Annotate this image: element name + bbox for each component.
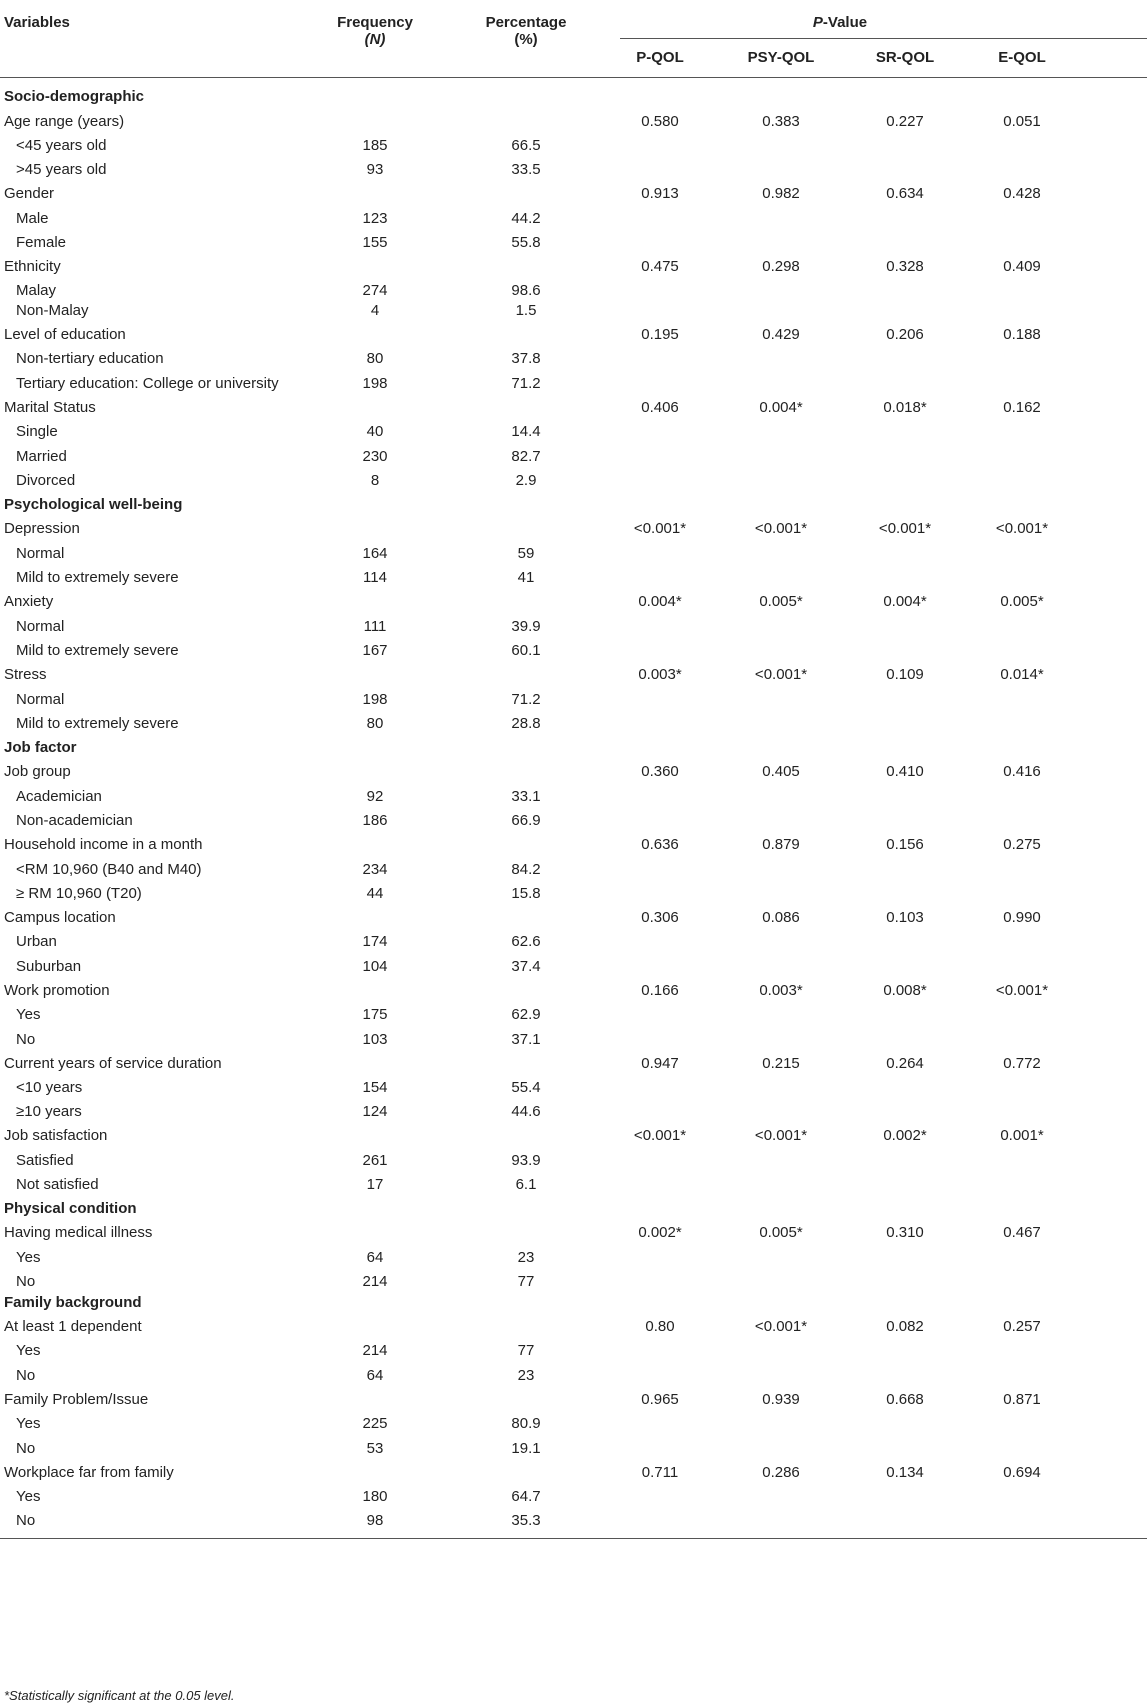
pvalue-psyqol: 0.005* <box>759 593 803 610</box>
variable-label: Normal <box>16 691 65 708</box>
frequency-value: 64 <box>366 1367 384 1384</box>
pvalue-srqol: <0.001* <box>878 520 932 537</box>
percentage-value: 62.6 <box>511 933 541 950</box>
header-pvalue-p: P <box>812 14 823 31</box>
header-srqol: SR-QOL <box>875 49 935 66</box>
pvalue-psyqol: 0.004* <box>759 399 803 416</box>
frequency-value: 186 <box>362 812 388 829</box>
variable-label: Marital Status <box>4 399 96 416</box>
pvalue-srqol: 0.156 <box>886 836 924 853</box>
header-pvalue <box>813 14 867 31</box>
percentage-value: 2.9 <box>515 472 537 489</box>
percentage-value: 44.2 <box>511 210 541 227</box>
section-label: Family background <box>4 1294 142 1311</box>
variable-label: Having medical illness <box>4 1224 153 1241</box>
variable-label: Mild to extremely severe <box>16 569 179 586</box>
percentage-value: 66.5 <box>511 137 541 154</box>
pvalue-pqol: 0.947 <box>641 1055 679 1072</box>
footnote: *Statistically significant at the 0.05 level. <box>4 1688 235 1703</box>
bottom-rule <box>0 1538 1147 1539</box>
percentage-value: 44.6 <box>511 1103 541 1120</box>
pvalue-psyqol: <0.001* <box>754 1318 808 1335</box>
variable-label: <RM 10,960 (B40 and M40) <box>16 861 202 878</box>
frequency-value: 93 <box>366 161 384 178</box>
percentage-value: 33.5 <box>511 161 541 178</box>
header-psyqol: PSY-QOL <box>747 49 815 66</box>
frequency-value: 274 <box>362 282 388 299</box>
section-label: Physical condition <box>4 1200 137 1217</box>
percentage-value: 35.3 <box>511 1512 541 1529</box>
variable-label: Mild to extremely severe <box>16 715 179 732</box>
variable-label: Satisfied <box>16 1152 74 1169</box>
variable-label: Not satisfied <box>16 1176 99 1193</box>
pvalue-pqol: 0.475 <box>641 258 679 275</box>
pvalue-psyqol: 0.879 <box>762 836 800 853</box>
variable-label: Urban <box>16 933 57 950</box>
variable-label: Campus location <box>4 909 116 926</box>
pvalue-eqol: 0.694 <box>1003 1464 1041 1481</box>
pvalue-pqol: 0.195 <box>641 326 679 343</box>
variable-label: Yes <box>16 1488 41 1505</box>
pvalue-srqol: 0.018* <box>883 399 927 416</box>
pvalue-srqol: 0.082 <box>886 1318 924 1335</box>
variable-label: Yes <box>16 1249 41 1266</box>
percentage-value: 28.8 <box>511 715 541 732</box>
header-frequency-unit: (N) <box>364 31 386 48</box>
frequency-value: 198 <box>362 375 388 392</box>
variable-label: Current years of service duration <box>4 1055 222 1072</box>
percentage-value: 71.2 <box>511 691 541 708</box>
pvalue-eqol: 0.772 <box>1003 1055 1041 1072</box>
pvalue-srqol: 0.008* <box>883 982 927 999</box>
header-eqol: E-QOL <box>998 49 1046 66</box>
pvalue-pqol: 0.360 <box>641 763 679 780</box>
frequency-value: 164 <box>362 545 388 562</box>
variable-label: Single <box>16 423 58 440</box>
pvalue-srqol: 0.310 <box>886 1224 924 1241</box>
pvalue-eqol: 0.416 <box>1003 763 1041 780</box>
pvalue-eqol: 0.275 <box>1003 836 1041 853</box>
frequency-value: 230 <box>362 448 388 465</box>
frequency-value: 4 <box>370 302 380 319</box>
variable-label: <10 years <box>16 1079 83 1096</box>
variable-label: Household income in a month <box>4 836 203 853</box>
header-percentage <box>486 14 567 48</box>
pvalue-psyqol: 0.298 <box>762 258 800 275</box>
percentage-value: 66.9 <box>511 812 541 829</box>
frequency-value: 8 <box>370 472 380 489</box>
percentage-value: 41 <box>517 569 535 586</box>
variable-label: Ethnicity <box>4 258 61 275</box>
variable-label: Yes <box>16 1415 41 1432</box>
variable-label: Job group <box>4 763 71 780</box>
frequency-value: 167 <box>362 642 388 659</box>
variable-label: Divorced <box>16 472 76 489</box>
variable-label: Stress <box>4 666 47 683</box>
variable-label: Age range (years) <box>4 113 125 130</box>
variable-label: Normal <box>16 545 65 562</box>
variable-label: No <box>16 1512 36 1529</box>
pvalue-pqol: <0.001* <box>633 520 687 537</box>
percentage-value: 37.8 <box>511 350 541 367</box>
percentage-value: 60.1 <box>511 642 541 659</box>
pvalue-pqol: 0.003* <box>638 666 682 683</box>
percentage-value: 23 <box>517 1367 535 1384</box>
pvalue-eqol: 0.990 <box>1003 909 1041 926</box>
variable-label: Anxiety <box>4 593 54 610</box>
percentage-value: 62.9 <box>511 1006 541 1023</box>
pvalue-pqol: 0.636 <box>641 836 679 853</box>
pvalue-pqol: 0.002* <box>638 1224 682 1241</box>
frequency-value: 40 <box>366 423 384 440</box>
variable-label: Suburban <box>16 958 82 975</box>
pvalue-srqol: 0.328 <box>886 258 924 275</box>
variable-label: Yes <box>16 1006 41 1023</box>
percentage-value: 23 <box>517 1249 535 1266</box>
pvalue-srqol: 0.103 <box>886 909 924 926</box>
variable-label: Family Problem/Issue <box>4 1391 149 1408</box>
pvalue-psyqol: 0.215 <box>762 1055 800 1072</box>
variable-label: Normal <box>16 618 65 635</box>
frequency-value: 103 <box>362 1031 388 1048</box>
pvalue-eqol: 0.005* <box>1000 593 1044 610</box>
variable-label: No <box>16 1031 36 1048</box>
frequency-value: 123 <box>362 210 388 227</box>
variable-label: At least 1 dependent <box>4 1318 142 1335</box>
percentage-value: 37.4 <box>511 958 541 975</box>
pvalue-pqol: 0.965 <box>641 1391 679 1408</box>
frequency-value: 124 <box>362 1103 388 1120</box>
frequency-value: 64 <box>366 1249 384 1266</box>
frequency-value: 154 <box>362 1079 388 1096</box>
pvalue-srqol: 0.668 <box>886 1391 924 1408</box>
header-variables: Variables <box>4 14 70 31</box>
percentage-value: 6.1 <box>515 1176 537 1193</box>
percentage-value: 77 <box>517 1342 535 1359</box>
pvalue-psyqol: <0.001* <box>754 520 808 537</box>
frequency-value: 53 <box>366 1440 384 1457</box>
pvalue-srqol: 0.109 <box>886 666 924 683</box>
pvalue-eqol: 0.871 <box>1003 1391 1041 1408</box>
variable-label: No <box>16 1273 36 1290</box>
pvalue-eqol: 0.409 <box>1003 258 1041 275</box>
frequency-value: 214 <box>362 1342 388 1359</box>
pvalue-srqol: 0.634 <box>886 185 924 202</box>
percentage-value: 37.1 <box>511 1031 541 1048</box>
frequency-value: 44 <box>366 885 384 902</box>
percentage-value: 14.4 <box>511 423 541 440</box>
frequency-value: 111 <box>363 618 387 635</box>
header-percentage-unit: (%) <box>514 31 538 48</box>
pvalue-pqol: 0.406 <box>641 399 679 416</box>
header-pvalue-rest: -Value <box>822 14 868 31</box>
frequency-value: 180 <box>362 1488 388 1505</box>
frequency-value: 234 <box>362 861 388 878</box>
variable-label: ≥ RM 10,960 (T20) <box>16 885 142 902</box>
variable-label: Gender <box>4 185 55 202</box>
percentage-value: 84.2 <box>511 861 541 878</box>
variable-label: No <box>16 1367 36 1384</box>
pvalue-eqol: 0.014* <box>1000 666 1044 683</box>
pvalue-psyqol: 0.086 <box>762 909 800 926</box>
header-frequency-label: Frequency <box>337 14 413 31</box>
pvalue-psyqol: 0.939 <box>762 1391 800 1408</box>
frequency-value: 174 <box>362 933 388 950</box>
pvalue-psyqol: 0.405 <box>762 763 800 780</box>
variable-label: Academician <box>16 788 102 805</box>
section-label: Psychological well-being <box>4 496 183 513</box>
pvalue-srqol: 0.227 <box>886 113 924 130</box>
variable-label: Female <box>16 234 67 251</box>
header-frequency <box>337 14 413 48</box>
percentage-value: 80.9 <box>511 1415 541 1432</box>
frequency-value: 261 <box>362 1152 388 1169</box>
pvalue-eqol: 0.188 <box>1003 326 1041 343</box>
frequency-value: 80 <box>366 350 384 367</box>
pvalue-underline <box>620 38 1147 39</box>
pvalue-psyqol: 0.383 <box>762 113 800 130</box>
pvalue-pqol: 0.580 <box>641 113 679 130</box>
pvalue-eqol: <0.001* <box>995 982 1049 999</box>
pvalue-pqol: 0.913 <box>641 185 679 202</box>
variable-label: Job satisfaction <box>4 1127 108 1144</box>
variable-label: Married <box>16 448 67 465</box>
pvalue-pqol: 0.80 <box>645 1318 675 1335</box>
percentage-value: 93.9 <box>511 1152 541 1169</box>
frequency-value: 155 <box>362 234 388 251</box>
percentage-value: 82.7 <box>511 448 541 465</box>
frequency-value: 175 <box>362 1006 388 1023</box>
variable-label: Malay <box>16 282 57 299</box>
frequency-value: 214 <box>362 1273 388 1290</box>
variable-label: Mild to extremely severe <box>16 642 179 659</box>
pvalue-srqol: 0.206 <box>886 326 924 343</box>
variable-label: Workplace far from family <box>4 1464 174 1481</box>
variable-label: Non-academician <box>16 812 133 829</box>
frequency-value: 80 <box>366 715 384 732</box>
frequency-value: 185 <box>362 137 388 154</box>
pvalue-srqol: 0.002* <box>883 1127 927 1144</box>
percentage-value: 64.7 <box>511 1488 541 1505</box>
frequency-value: 114 <box>363 569 387 586</box>
pvalue-psyqol: 0.003* <box>759 982 803 999</box>
percentage-value: 55.8 <box>511 234 541 251</box>
frequency-value: 225 <box>362 1415 388 1432</box>
pvalue-psyqol: 0.429 <box>762 326 800 343</box>
pvalue-pqol: 0.711 <box>641 1464 679 1481</box>
variable-label: >45 years old <box>16 161 107 178</box>
pvalue-pqol: 0.166 <box>641 982 679 999</box>
pvalue-psyqol: 0.286 <box>762 1464 800 1481</box>
frequency-value: 198 <box>362 691 388 708</box>
variable-label: No <box>16 1440 36 1457</box>
variable-label: Male <box>16 210 49 227</box>
percentage-value: 33.1 <box>511 788 541 805</box>
pvalue-psyqol: 0.005* <box>759 1224 803 1241</box>
section-label: Job factor <box>4 739 77 756</box>
variable-label: Non-tertiary education <box>16 350 164 367</box>
variable-label: Tertiary education: College or university <box>16 375 279 392</box>
pvalue-eqol: <0.001* <box>995 520 1049 537</box>
pvalue-psyqol: <0.001* <box>754 1127 808 1144</box>
header-pqol: P-QOL <box>636 49 684 66</box>
pvalue-eqol: 0.162 <box>1003 399 1041 416</box>
pvalue-srqol: 0.134 <box>886 1464 924 1481</box>
pvalue-srqol: 0.410 <box>886 763 924 780</box>
pvalue-eqol: 0.001* <box>1000 1127 1044 1144</box>
variable-label: Depression <box>4 520 80 537</box>
header-rule <box>0 77 1147 78</box>
pvalue-psyqol: 0.982 <box>762 185 800 202</box>
pvalue-pqol: 0.306 <box>641 909 679 926</box>
variable-label: <45 years old <box>16 137 107 154</box>
percentage-value: 55.4 <box>511 1079 541 1096</box>
pvalue-eqol: 0.051 <box>1003 113 1041 130</box>
variable-label: Non-Malay <box>16 302 89 319</box>
pvalue-srqol: 0.264 <box>886 1055 924 1072</box>
percentage-value: 1.5 <box>515 302 537 319</box>
frequency-value: 98 <box>366 1512 384 1529</box>
frequency-value: 104 <box>362 958 388 975</box>
pvalue-eqol: 0.257 <box>1003 1318 1041 1335</box>
pvalue-pqol: <0.001* <box>633 1127 687 1144</box>
pvalue-srqol: 0.004* <box>883 593 927 610</box>
percentage-value: 39.9 <box>511 618 541 635</box>
percentage-value: 15.8 <box>511 885 541 902</box>
variable-label: Yes <box>16 1342 41 1359</box>
frequency-value: 17 <box>366 1176 384 1193</box>
pvalue-pqol: 0.004* <box>638 593 682 610</box>
variable-label: ≥10 years <box>16 1103 82 1120</box>
pvalue-eqol: 0.428 <box>1003 185 1041 202</box>
frequency-value: 92 <box>366 788 384 805</box>
percentage-value: 19.1 <box>511 1440 541 1457</box>
percentage-value: 77 <box>517 1273 535 1290</box>
percentage-value: 71.2 <box>511 375 541 392</box>
pvalue-eqol: 0.467 <box>1003 1224 1041 1241</box>
percentage-value: 98.6 <box>511 282 541 299</box>
percentage-value: 59 <box>517 545 535 562</box>
section-label: Socio-demographic <box>4 88 145 105</box>
variable-label: Work promotion <box>4 982 110 999</box>
variable-label: Level of education <box>4 326 126 343</box>
header-percentage-label: Percentage <box>485 14 567 31</box>
pvalue-psyqol: <0.001* <box>754 666 808 683</box>
